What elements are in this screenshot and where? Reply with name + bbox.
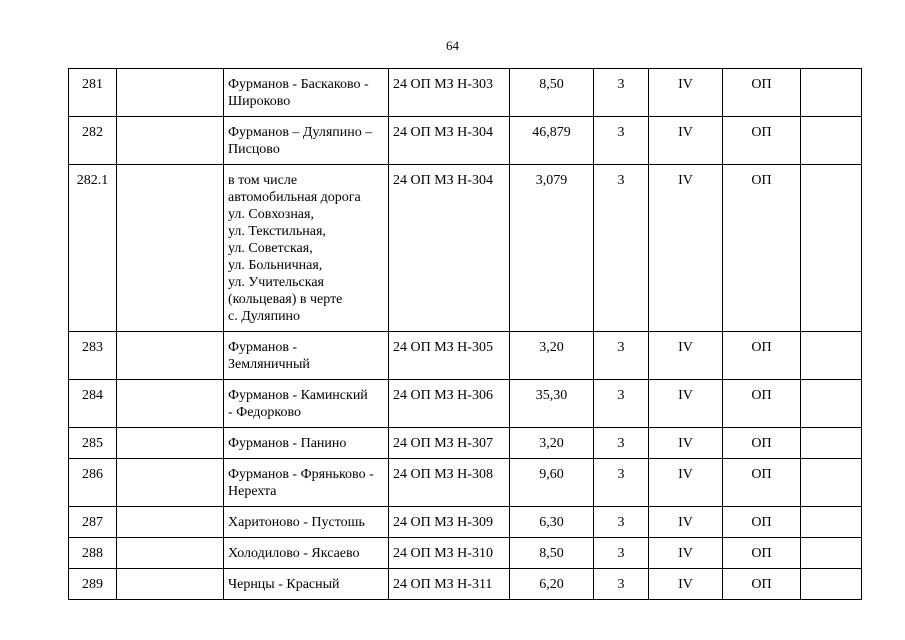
road-length-cell: 3,20	[510, 428, 594, 459]
road-name-line: Фурманов - Каминский	[228, 388, 368, 403]
road-type-cell: ОП	[723, 428, 801, 459]
empty-cell	[801, 569, 862, 600]
road-code-cell: 24 ОП МЗ Н-305	[389, 332, 510, 380]
empty-cell	[117, 507, 224, 538]
road-name-cell	[224, 332, 389, 380]
row-number-cell: 282.1	[69, 165, 117, 332]
empty-cell	[801, 165, 862, 332]
road-code-cell: 24 ОП МЗ Н-310	[389, 538, 510, 569]
road-class-cell: IV	[649, 117, 723, 165]
roads-table	[68, 68, 862, 600]
empty-cell	[117, 117, 224, 165]
road-name-cell	[224, 428, 389, 459]
road-name-line: ул. Советская,	[228, 241, 313, 256]
road-code-cell: 24 ОП МЗ Н-306	[389, 380, 510, 428]
road-length-cell: 6,30	[510, 507, 594, 538]
road-class-cell: IV	[649, 507, 723, 538]
row-number-cell: 284	[69, 380, 117, 428]
road-name-line: Харитоново - Пустошь	[228, 515, 365, 530]
road-class-cell: IV	[649, 569, 723, 600]
road-code-cell: 24 ОП МЗ Н-307	[389, 428, 510, 459]
road-type-cell: ОП	[723, 538, 801, 569]
row-number-cell: 283	[69, 332, 117, 380]
road-class-cell: IV	[649, 332, 723, 380]
road-category-cell: 3	[594, 569, 649, 600]
road-category-cell: 3	[594, 538, 649, 569]
road-code-cell: 24 ОП МЗ Н-311	[389, 569, 510, 600]
road-length-cell: 6,20	[510, 569, 594, 600]
table-row	[69, 165, 862, 332]
road-category-cell: 3	[594, 117, 649, 165]
road-name-line: (кольцевая) в черте	[228, 292, 343, 307]
road-type-cell: ОП	[723, 507, 801, 538]
road-name-cell	[224, 69, 389, 117]
road-class-cell: IV	[649, 165, 723, 332]
row-number-cell: 287	[69, 507, 117, 538]
row-number-cell: 288	[69, 538, 117, 569]
empty-cell	[117, 165, 224, 332]
road-length-cell: 3,079	[510, 165, 594, 332]
road-name-line: Земляничный	[228, 357, 310, 372]
road-code-cell: 24 ОП МЗ Н-309	[389, 507, 510, 538]
empty-cell	[117, 332, 224, 380]
empty-cell	[801, 428, 862, 459]
road-category-cell: 3	[594, 428, 649, 459]
road-name-line: Фурманов - Фряньково -	[228, 467, 374, 482]
table-row	[69, 380, 862, 428]
road-length-cell: 3,20	[510, 332, 594, 380]
empty-cell	[117, 69, 224, 117]
road-length-cell: 46,879	[510, 117, 594, 165]
road-type-cell: ОП	[723, 380, 801, 428]
road-name-line: Фурманов -	[228, 340, 298, 355]
road-category-cell: 3	[594, 69, 649, 117]
road-length-cell: 35,30	[510, 380, 594, 428]
road-name-line: Фурманов - Баскаково -	[228, 77, 369, 92]
road-name-line: Холодилово - Яксаево	[228, 546, 360, 561]
table-row	[69, 569, 862, 600]
road-type-cell: ОП	[723, 459, 801, 507]
road-class-cell: IV	[649, 459, 723, 507]
road-name-line: ул. Текстильная,	[228, 224, 326, 239]
road-name-line: в том числе	[228, 173, 298, 188]
table-row	[69, 332, 862, 380]
table-row	[69, 117, 862, 165]
empty-cell	[117, 538, 224, 569]
road-code-cell: 24 ОП МЗ Н-303	[389, 69, 510, 117]
road-code-cell: 24 ОП МЗ Н-308	[389, 459, 510, 507]
road-name-line: Нерехта	[228, 484, 277, 499]
road-name-cell	[224, 569, 389, 600]
empty-cell	[801, 117, 862, 165]
road-name-cell	[224, 117, 389, 165]
row-number-cell: 281	[69, 69, 117, 117]
road-name-line: Чернцы - Красный	[228, 577, 340, 592]
road-category-cell: 3	[594, 507, 649, 538]
road-length-cell: 9,60	[510, 459, 594, 507]
road-name-line: ул. Больничная,	[228, 258, 323, 273]
road-category-cell: 3	[594, 165, 649, 332]
empty-cell	[117, 380, 224, 428]
road-name-line: Широково	[228, 94, 291, 109]
empty-cell	[801, 507, 862, 538]
empty-cell	[801, 459, 862, 507]
empty-cell	[117, 569, 224, 600]
road-name-cell	[224, 165, 389, 332]
table-row	[69, 507, 862, 538]
empty-cell	[801, 69, 862, 117]
row-number-cell: 282	[69, 117, 117, 165]
road-class-cell: IV	[649, 538, 723, 569]
road-name-cell	[224, 507, 389, 538]
road-name-cell	[224, 380, 389, 428]
road-class-cell: IV	[649, 428, 723, 459]
road-category-cell: 3	[594, 459, 649, 507]
road-name-line: ул. Совхозная,	[228, 207, 314, 222]
road-name-line: автомобильная дорога	[228, 190, 361, 205]
table-row	[69, 459, 862, 507]
road-class-cell: IV	[649, 380, 723, 428]
table-row	[69, 428, 862, 459]
road-type-cell: ОП	[723, 117, 801, 165]
road-category-cell: 3	[594, 380, 649, 428]
row-number-cell: 285	[69, 428, 117, 459]
empty-cell	[801, 380, 862, 428]
road-type-cell: ОП	[723, 332, 801, 380]
empty-cell	[801, 538, 862, 569]
road-code-cell: 24 ОП МЗ Н-304	[389, 165, 510, 332]
empty-cell	[117, 459, 224, 507]
table-row	[69, 538, 862, 569]
empty-cell	[117, 428, 224, 459]
empty-cell	[801, 332, 862, 380]
row-number-cell: 286	[69, 459, 117, 507]
road-type-cell: ОП	[723, 569, 801, 600]
road-category-cell: 3	[594, 332, 649, 380]
road-name-line: Фурманов - Панино	[228, 436, 347, 451]
row-number-cell: 289	[69, 569, 117, 600]
road-name-line: ул. Учительская	[228, 275, 324, 290]
table-body	[69, 69, 862, 600]
road-name-cell	[224, 459, 389, 507]
road-code-cell: 24 ОП МЗ Н-304	[389, 117, 510, 165]
road-length-cell: 8,50	[510, 538, 594, 569]
road-name-line: - Федорково	[228, 405, 301, 420]
road-length-cell: 8,50	[510, 69, 594, 117]
road-class-cell: IV	[649, 69, 723, 117]
road-type-cell: ОП	[723, 165, 801, 332]
page-number: 64	[446, 38, 459, 53]
table-row	[69, 69, 862, 117]
road-name-cell	[224, 538, 389, 569]
road-name-line: с. Дуляпино	[228, 309, 301, 324]
road-type-cell: ОП	[723, 69, 801, 117]
road-name-line: Фурманов – Дуляпино –	[228, 125, 373, 140]
road-name-line: Писцово	[228, 142, 280, 157]
